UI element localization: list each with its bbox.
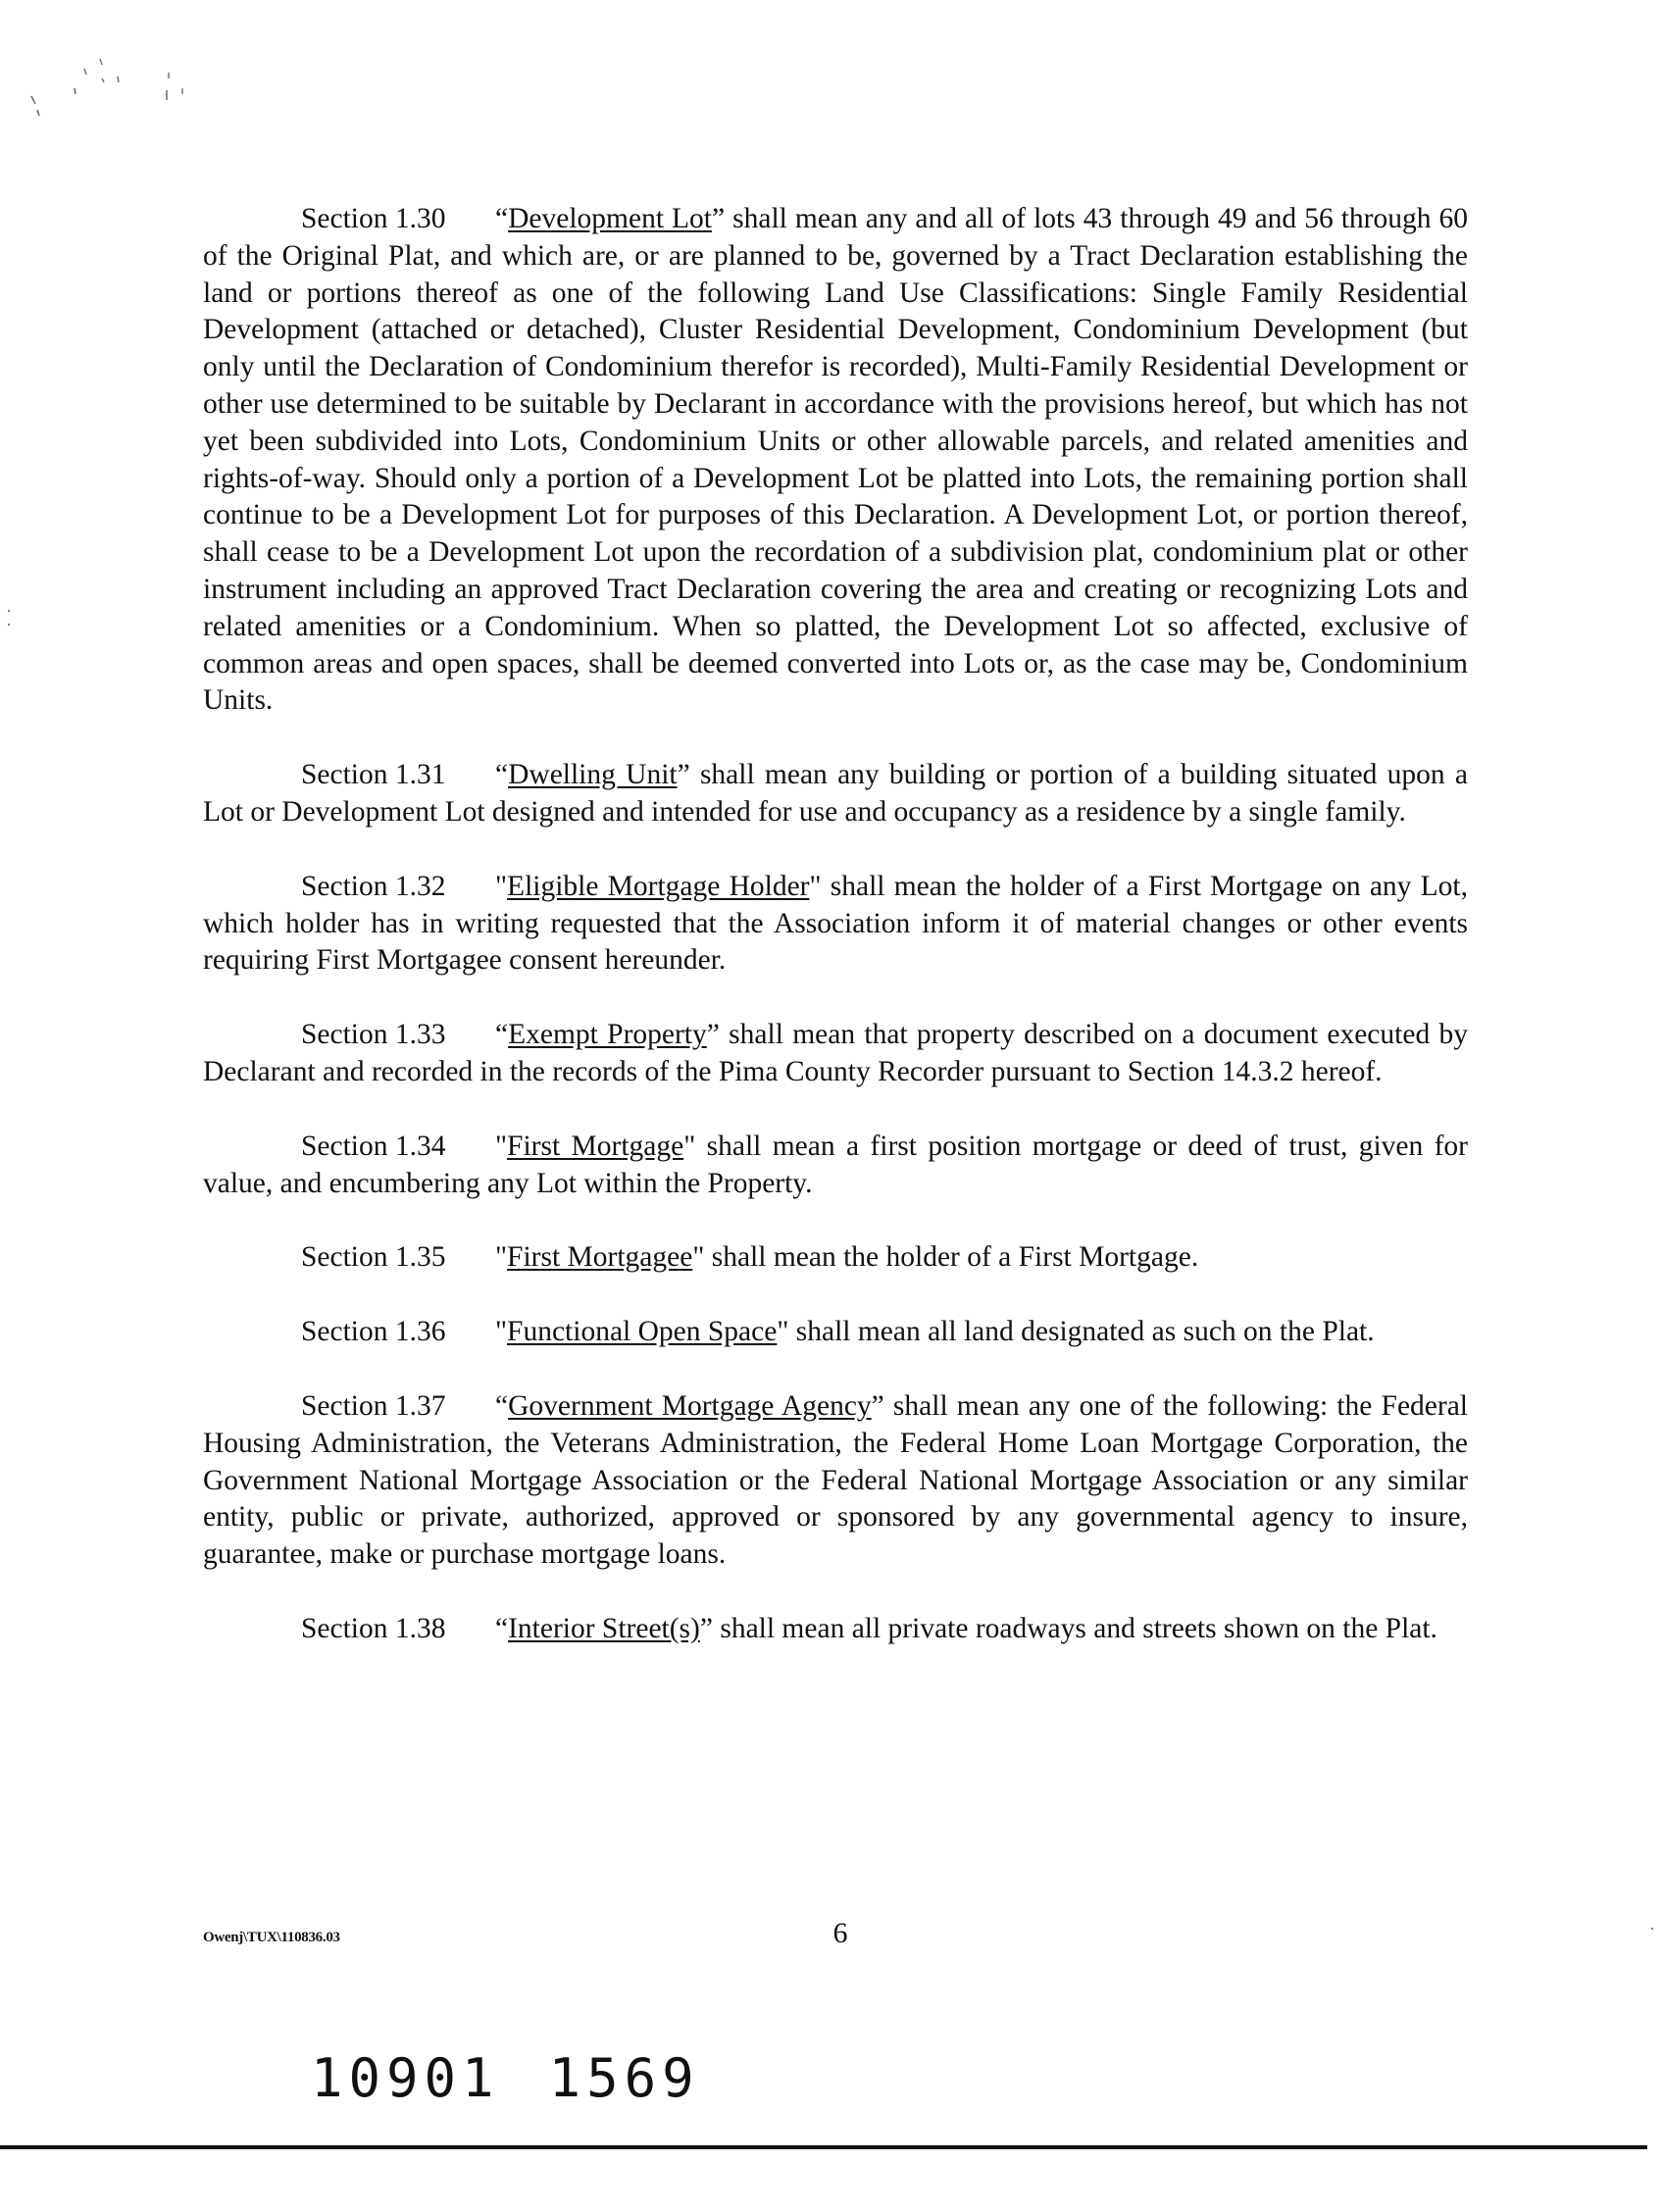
open-quote: “ (495, 1019, 509, 1051)
section-number: Section 1.35 (301, 1241, 446, 1274)
open-quote: “ (495, 203, 509, 234)
open-quote: " (495, 1130, 508, 1162)
section-number: Section 1.37 (301, 1389, 446, 1422)
section-number: Section 1.38 (301, 1612, 446, 1644)
close-quote: " (809, 870, 822, 902)
close-quote: ” (706, 1019, 720, 1051)
defined-term: Government Mortgage Agency (508, 1389, 872, 1422)
close-quote: " (692, 1241, 705, 1274)
margin-mark (1651, 1928, 1653, 1930)
section-number: Section 1.31 (301, 759, 446, 791)
defined-term: First Mortgagee (507, 1241, 693, 1274)
document-body (203, 201, 1468, 1685)
section-number: Section 1.33 (301, 1019, 446, 1051)
section-1-32 (203, 869, 1468, 980)
section-text: shall mean that property described on a document executed by Declarant and recorded in the records of the Pima County Recorder pursuant to Section 14.3.2 hereof. (203, 1019, 1469, 1087)
docket-number: 10901 (311, 2047, 500, 2109)
open-quote: “ (495, 1389, 509, 1422)
section-text: shall mean all private roadways and streets shown on the Plat. (712, 1612, 1437, 1644)
open-quote: " (495, 870, 508, 902)
section-1-31 (203, 757, 1468, 831)
section-1-38 (203, 1611, 1468, 1648)
close-quote: ” (677, 759, 690, 791)
section-1-35 (203, 1239, 1468, 1277)
section-number: Section 1.34 (301, 1130, 446, 1162)
close-quote: ” (712, 203, 726, 234)
close-quote: " (683, 1130, 696, 1162)
scan-specks (20, 29, 216, 137)
open-quote: " (495, 1241, 508, 1274)
defined-term: Exempt Property (508, 1019, 707, 1051)
close-quote: ” (871, 1389, 884, 1422)
section-number: Section 1.32 (301, 870, 446, 902)
recording-stamp (311, 2047, 700, 2109)
open-quote: “ (495, 759, 509, 791)
defined-term: First Mortgage (507, 1130, 684, 1162)
section-text: shall mean any and all of lots 43 through 49 and 56 through 60 of the Original Plat, and which are, or are planned to be, governed by a Tract Declaration establishing the land or portions thereof as one of the following Land Use Classifications: Single Family Residential Development (attached or detached), Cluster Residential Development, Condominium Development (but only until the Declaration of Condominium therefor is recorded), Multi-Family Residential Development or other use determined to be suitable by Declarant in accordance with the provisions hereof, but which has not yet been subdivided into Lots, Condominium Units or other allowable parcels, and related amenities and rights-of-way. Should only a portion of a Development Lot be platted into Lots, the remaining portion shall continue to be a Development Lot for purposes of this Declaration. A Development Lot, or portion thereof, shall cease to be a Development Lot upon the recordation of a subdivision plat, condominium plat or other instrument including an approved Tract Declaration covering the area and creating or recognizing Lots and related amenities or a Condominium. When so platted, the Development Lot so affected, exclusive of common areas and open spaces, shall be deemed converted into Lots or, as the case may be, Condominium Units. (203, 203, 1469, 717)
open-quote: " (495, 1316, 508, 1348)
section-text: shall mean the holder of a First Mortgage on any Lot, which holder has in writing requested that the Association inform it of material changes or other events requiring First Mortgagee consent hereunder. (203, 870, 1468, 977)
stamp-page-number: 1569 (548, 2047, 700, 2109)
section-1-30 (203, 201, 1468, 720)
defined-term: Dwelling Unit (508, 759, 678, 791)
section-1-33 (203, 1017, 1468, 1091)
defined-term: Development Lot (508, 203, 713, 234)
section-number: Section 1.30 (301, 203, 446, 234)
defined-term: Eligible Mortgage Holder (507, 870, 810, 902)
section-text: shall mean all land designated as such on the Plat. (788, 1316, 1375, 1348)
defined-term: Interior Street(s) (508, 1612, 700, 1644)
margin-mark (8, 610, 10, 612)
section-1-37 (203, 1388, 1468, 1574)
section-1-34 (203, 1129, 1468, 1203)
section-text: shall mean a first position mortgage or deed of trust, given for value, and encumbering any Lot within the Property. (203, 1130, 1468, 1199)
section-1-36 (203, 1314, 1468, 1351)
file-reference: Owenj\TUX\110836.03 (203, 1930, 340, 1945)
margin-mark (8, 624, 10, 626)
close-quote: ” (699, 1612, 713, 1644)
section-text: shall mean the holder of a First Mortgage. (704, 1241, 1199, 1274)
section-text: shall mean any building or portion of a building situated upon a Lot or Development Lot designed and intended for use and occupancy as a residence by a single family. (203, 759, 1468, 828)
close-quote: " (777, 1316, 789, 1348)
defined-term: Functional Open Space (507, 1316, 778, 1348)
page-number: 6 (832, 1917, 848, 1949)
open-quote: “ (495, 1612, 509, 1644)
bottom-rule (0, 2145, 1647, 2149)
section-number: Section 1.36 (301, 1316, 446, 1348)
section-text: shall mean any one of the following: the Federal Housing Administration, the Veterans Administration, the Federal Home Loan Mortgage Corporation, the Government National Mortgage Association or the Federal National Mortgage Association or any similar entity, public or private, authorized, approved or sponsored by any governmental agency to insure, guarantee, make or purchase mortgage loans. (203, 1389, 1468, 1571)
